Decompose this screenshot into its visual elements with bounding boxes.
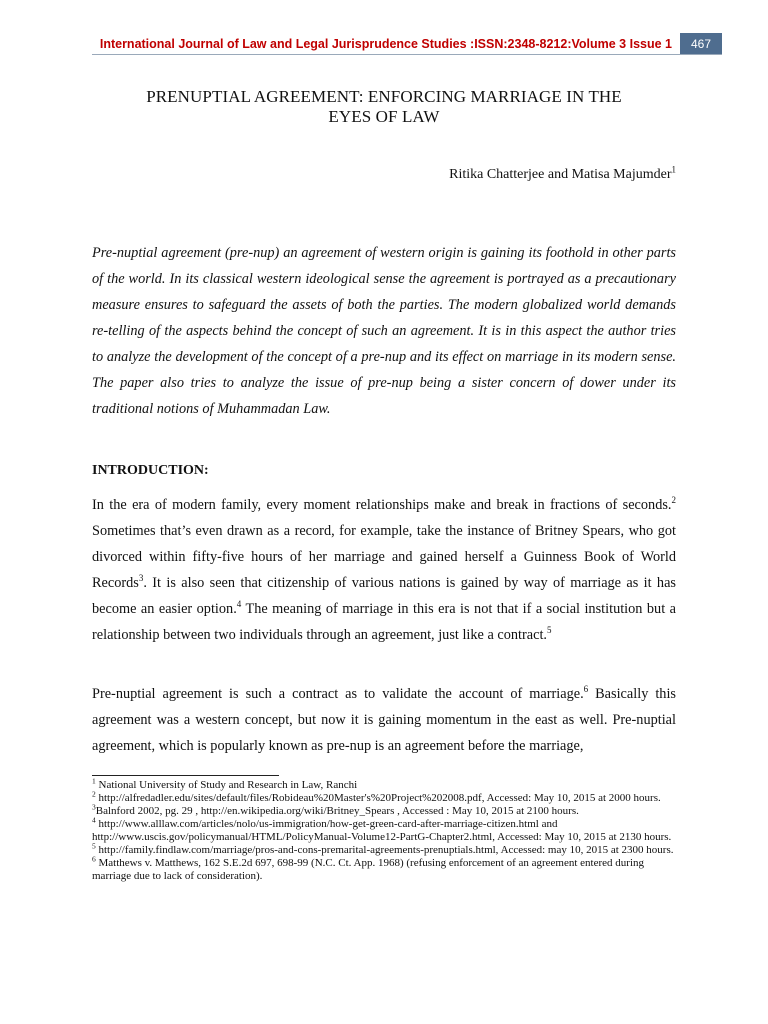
footnote-number: 4 xyxy=(92,815,96,825)
footnote-ref-2[interactable]: 2 xyxy=(671,495,676,506)
para1-text-2: Sometimes that’s even drawn as a record, for example, take the instance of Britney Spears, who got divorced within fifty-five hours of her marriage and gained herself a Guinness Book of World Records xyxy=(92,523,676,591)
footnotes xyxy=(92,776,676,883)
footnote-text: National University of Study and Research in Law, Ranchi xyxy=(95,779,358,791)
paper-title xyxy=(92,87,676,127)
header-divider xyxy=(92,54,722,55)
author-footnote-ref[interactable]: 1 xyxy=(671,164,676,175)
footnote-2 xyxy=(92,789,676,805)
footnote-text[interactable]: http://alfredadler.edu/sites/default/files/Robideau%20Master's%20Project%202008.pdf, Accessed: May 10, 2015 at 2000 hours. xyxy=(95,792,661,804)
author-names: Ritika Chatterjee and Matisa Majumder xyxy=(449,167,672,182)
abstract: Pre-nuptial agreement (pre-nup) an agreement of western origin is gaining its foothold in other parts of the world. In its classical western ideological sense the agreement is portrayed as a precautionary measure ensures to safeguard the assets of both the parties. The modern globalized world demands re-telling of the aspects behind the concept of such an agreement. It is in this aspect the author tries to analyze the development of the concept of a pre-nup and its effect on marriage in its modern sense. The paper also tries to analyze the issue of pre-nup being a sister concern of dower under its traditional notions of Muhammadan Law. xyxy=(92,245,676,417)
footnote-1 xyxy=(92,776,676,792)
title-line-1: PRENUPTIAL AGREEMENT: ENFORCING MARRIAGE IN THE xyxy=(146,87,622,106)
para1-text-3: . It is also seen that citizenship of various nations is gained by way of marriage as it has become an easier option. xyxy=(92,575,676,617)
footnote-text[interactable]: Balnford 2002, pg. 29 , http://en.wikipedia.org/wiki/Britney_Spears , Accessed : May 10, 2015 at 2100 hours. xyxy=(95,805,579,817)
footnote-number: 3 xyxy=(92,802,96,812)
footnote-6 xyxy=(92,854,676,883)
author-line xyxy=(92,166,676,184)
footnote-ref-5[interactable]: 5 xyxy=(547,625,552,636)
footnote-text: Matthews v. Matthews, 162 S.E.2d 697, 698-99 (N.C. Ct. App. 1968) (refusing enforcement of an agreement entered during marriage due to lack of consideration). xyxy=(92,857,644,882)
footnote-text[interactable]: http://www.alllaw.com/articles/nolo/us-immigration/how-get-green-card-after-marriage-citizen.html and http://www.uscis.gov/policymanual/HTML/PolicyManual-Volume12-PartG-Chapter2.html, Accessed: May 10, 2015 at 2130 hours. xyxy=(92,818,672,843)
title-line-2: EYES OF LAW xyxy=(328,107,440,126)
footnote-ref-4[interactable]: 4 xyxy=(236,599,242,610)
journal-header: International Journal of Law and Legal Jurisprudence Studies :ISSN:2348-8212:Volume 3 Issue 1 xyxy=(99,37,672,51)
footnote-divider xyxy=(92,775,279,776)
footnote-number: 6 xyxy=(92,854,96,864)
para2-text-2: Basically this agreement was a western concept, but now it is gaining momentum in the east as well. Pre-nuptial agreement, which is popularly known as pre-nup is an agreement before the marriage, xyxy=(92,686,676,754)
footnote-text[interactable]: http://family.findlaw.com/marriage/pros-and-cons-premarital-agreements-prenuptials.html, Accessed: may 10, 2015 at 2300 hours. xyxy=(95,844,674,856)
para2-text-1: Pre-nuptial agreement is such a contract as to validate the account of marriage. xyxy=(92,686,584,702)
footnote-5 xyxy=(92,841,676,857)
page-header xyxy=(0,33,768,55)
footnote-ref-3[interactable]: 3 xyxy=(138,573,144,584)
footnote-number: 2 xyxy=(92,789,96,799)
introduction-heading: INTRODUCTION: xyxy=(92,463,209,478)
introduction-paragraph-1 xyxy=(92,492,676,648)
footnote-number: 1 xyxy=(92,776,96,786)
para1-text-1: In the era of modern family, every moment relationships make and break in fractions of seconds. xyxy=(92,497,672,513)
footnote-number: 5 xyxy=(92,841,96,851)
para1-text-4: The meaning of marriage in this era is not that if a social institution but a relationship between two individuals through an agreement, just like a contract. xyxy=(92,601,676,643)
page-number-badge: 467 xyxy=(680,33,722,55)
footnote-3 xyxy=(92,802,676,818)
footnote-4 xyxy=(92,815,676,844)
footnote-ref-6[interactable]: 6 xyxy=(583,684,589,695)
introduction-paragraph-2 xyxy=(92,681,676,759)
